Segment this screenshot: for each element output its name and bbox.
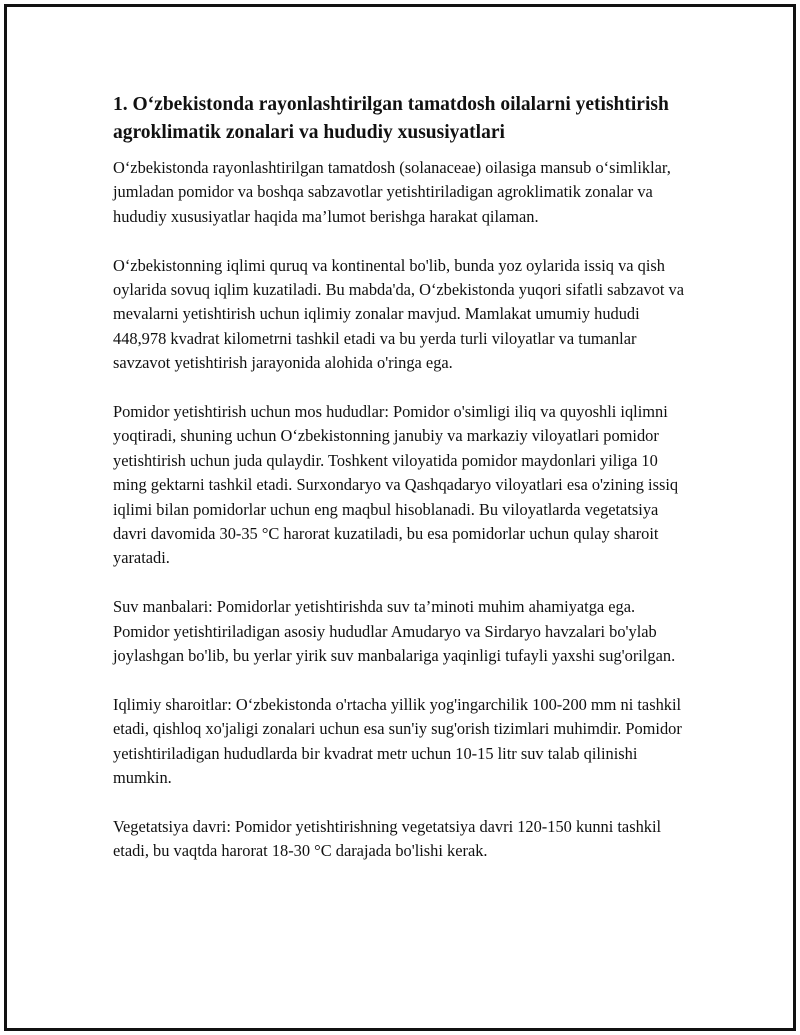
- paragraph-intro: O‘zbekistonda rayonlashtirilgan tamatdosh (solanaceae) oilasiga mansub o‘simliklar, jumladan pomidor va boshqa sabzavotlar yetishtiriladigan agroklimatik zonalar va hududiy xususiyatlar haqida ma’lumot berishga harakat qilaman.: [113, 158, 671, 226]
- paragraph-suitable-regions: Pomidor yetishtirish uchun mos hududlar: Pomidor o'simligi iliq va quyoshli iqlimni yoqtiradi, shuning uchun O‘zbekistonning janubiy va markaziy viloyatlari pomidor yetishtirish uchun juda qulaydir. Toshkent viloyatida pomidor maydonlari yiliga 10 ming gektarni tashkil etadi. Surxondaryo va Qashqadaryo viloyatlari esa o'zining issiq iqlimi bilan pomidorlar uchun eng maqbul hisoblanadi. Bu viloyatlarda vegetatsiya davri davomida 30-35 °C harorat kuzatiladi, bu esa pomidorlar uchun qulay sharoit yaratadi.: [113, 402, 679, 568]
- paragraph-vegetation-period: Vegetatsiya davri: Pomidor yetishtirishning vegetatsiya davri 120-150 kunni tashkil etadi, bu vaqtda harorat 18-30 °C darajada bo'lishi kerak.: [113, 816, 662, 861]
- paragraph-climate: O‘zbekistonning iqlimi quruq va kontinental bo'lib, bunda yoz oylarida issiq va qish oylarida sovuq iqlim kuzatiladi. Bu mabda'da, O‘zbekistonda yuqori sifatli sabzavot va mevalarni yetishtirish uchun iqlimiy zonalar mavjud. Mamlakat umumiy hududi 448,978 kvadrat kilometrni tashkil etadi va bu yerda turli viloyatlar va tumanlar savzavot yetishtirish jarayonida alohida o'ringa ega.: [113, 255, 685, 373]
- paragraph-water-sources: Suv manbalari: Pomidorlar yetishtirishda suv ta’minoti muhim ahamiyatga ega. Pomidor yetishtiriladigan asosiy hududlar Amudaryo va Sirdaryo havzalari bo'ylab joylashgan bo'lib, bu yerlar yirik suv manbalariga yaqinligi tufayli yaxshi sug'orilgan.: [113, 597, 676, 666]
- section-heading: 1. O‘zbekistonda rayonlashtirilgan tamatdosh oilalarni yetishtirish agroklimatik zonalari va hududiy xususiyatlari: [113, 94, 669, 143]
- paragraph-climatic-conditions: Iqlimiy sharoitlar: O‘zbekistonda o'rtacha yillik yog'ingarchilik 100-200 mm ni tashkil etadi, qishloq xo'jaligi zonalari uchun esa sun'iy sug'orish tizimlari muhimdir. Pomidor yetishtiriladigan hududlarda bir kvadrat metr uchun 10-15 litr suv talab qilinishi mumkin.: [113, 694, 682, 788]
- document-body: [113, 91, 687, 888]
